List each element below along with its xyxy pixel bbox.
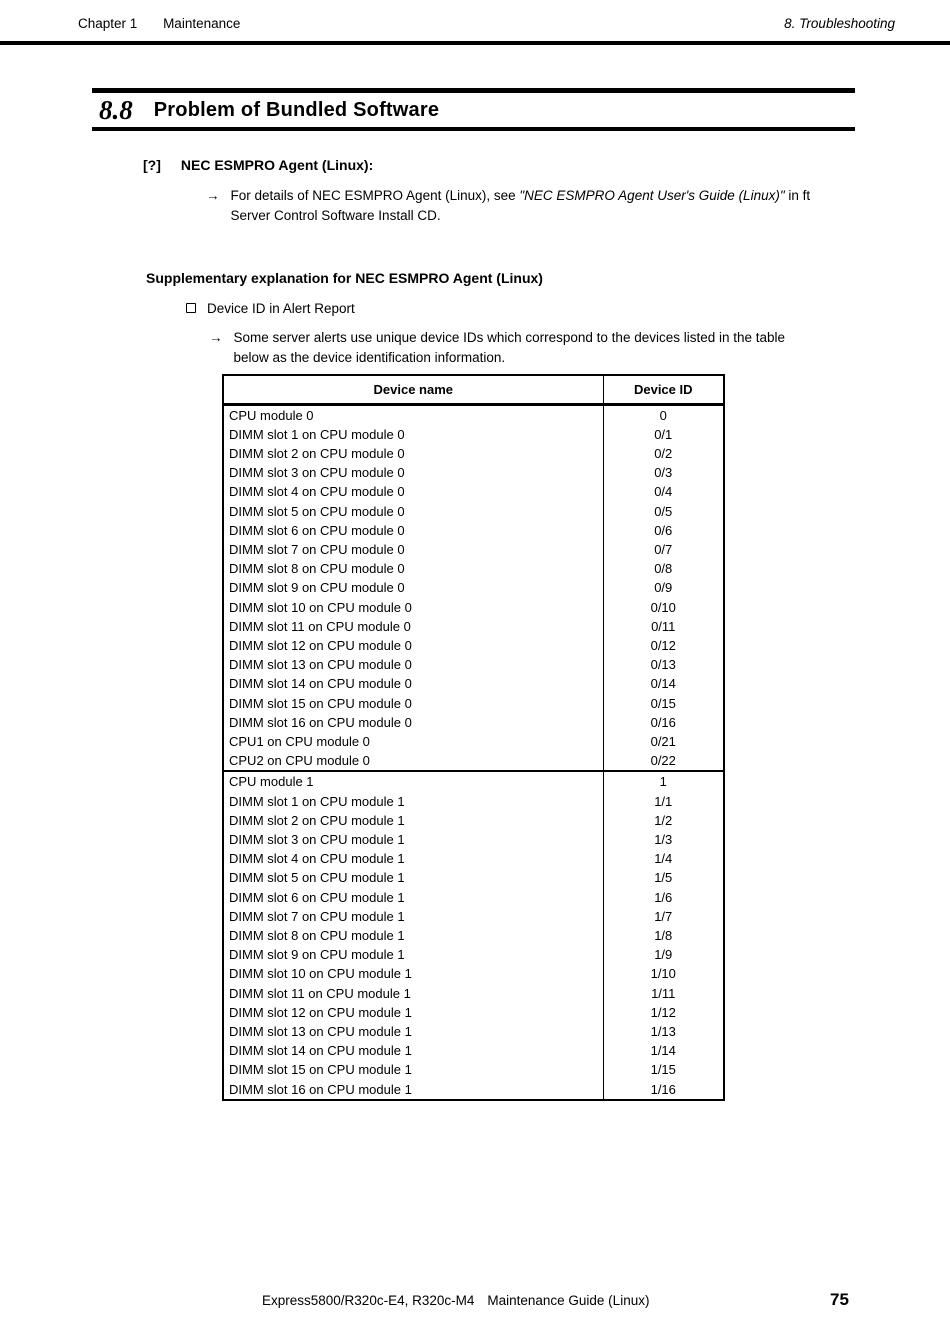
note-line-1: Some server alerts use unique device IDs which correspond to the devices listed in the table	[233, 330, 786, 345]
table-row	[223, 964, 724, 983]
answer-line-2: Server Control Software Install CD.	[230, 207, 441, 223]
device-name-cell: CPU module 0	[223, 404, 603, 425]
table-row	[223, 404, 724, 425]
device-id-cell: 1/6	[654, 889, 673, 905]
device-id-cell: 0/7	[654, 541, 673, 557]
device-id-cell: 1/10	[650, 966, 676, 982]
table-row	[223, 868, 724, 887]
device-name-cell: DIMM slot 1 on CPU module 1	[223, 792, 603, 811]
answer-line-1	[231, 186, 811, 206]
device-id-cell: 1/16	[650, 1081, 676, 1097]
table-row	[223, 598, 724, 617]
device-id-cell: 1/4	[654, 851, 673, 867]
table-row	[223, 830, 724, 849]
table-row	[223, 811, 724, 830]
table-row	[223, 1080, 724, 1100]
device-id-cell: 1/13	[650, 1024, 676, 1039]
device-name-cell: DIMM slot 15 on CPU module 1	[223, 1060, 603, 1079]
device-name-cell: DIMM slot 6 on CPU module 1	[223, 888, 603, 907]
device-id-cell: 1	[659, 774, 667, 790]
device-id-cell: 0/3	[654, 465, 673, 481]
answer-post: in ft	[784, 188, 811, 203]
device-name-cell: DIMM slot 16 on CPU module 1	[223, 1080, 603, 1100]
device-id-cell: 1/2	[654, 812, 673, 828]
header-right: 8. Troubleshooting	[784, 16, 895, 31]
device-name-cell: DIMM slot 13 on CPU module 0	[223, 655, 603, 674]
device-id-cell: 1/11	[651, 985, 676, 1001]
table-row	[223, 655, 724, 674]
device-table-group-0	[223, 404, 724, 771]
device-name-cell: DIMM slot 7 on CPU module 1	[223, 907, 603, 926]
table-row	[223, 771, 724, 791]
device-id-cell: 0/12	[650, 637, 676, 653]
device-id-cell: 0	[659, 407, 667, 423]
device-name-cell: DIMM slot 3 on CPU module 0	[223, 463, 603, 482]
device-name-cell: DIMM slot 12 on CPU module 0	[223, 636, 603, 655]
device-name-cell: DIMM slot 4 on CPU module 1	[223, 849, 603, 868]
page-number: 75	[830, 1290, 849, 1309]
qa-answer	[206, 186, 810, 225]
table-row	[223, 559, 724, 578]
device-id-cell: 1/7	[654, 908, 673, 924]
table-row	[223, 463, 724, 482]
device-name-cell: DIMM slot 14 on CPU module 1	[223, 1041, 603, 1060]
device-name-cell: DIMM slot 2 on CPU module 1	[223, 811, 603, 830]
device-name-cell: DIMM slot 9 on CPU module 0	[223, 578, 603, 597]
device-id-cell: 0/8	[654, 561, 673, 577]
arrow-icon: →	[209, 330, 223, 345]
device-name-cell: DIMM slot 13 on CPU module 1	[223, 1022, 603, 1041]
device-id-table	[222, 374, 725, 1101]
question-text: NEC ESMPRO Agent (Linux):	[180, 157, 374, 173]
bullet-text: Device ID in Alert Report	[207, 301, 355, 316]
footer-guide-title: Maintenance Guide (Linux)	[487, 1293, 650, 1308]
table-row	[223, 732, 724, 751]
device-id-cell: 0/14	[650, 676, 676, 692]
header-rule	[0, 41, 950, 45]
table-row	[223, 694, 724, 713]
table-row	[223, 907, 724, 926]
table-row	[223, 926, 724, 945]
device-id-cell: 1/9	[654, 947, 673, 963]
device-name-cell: DIMM slot 3 on CPU module 1	[223, 830, 603, 849]
table-row	[223, 751, 724, 771]
answer-pre: For details of NEC ESMPRO Agent (Linux), see	[230, 188, 520, 203]
table-row	[223, 1041, 724, 1060]
device-name-cell: DIMM slot 12 on CPU module 1	[223, 1003, 603, 1022]
device-name-cell: CPU2 on CPU module 0	[223, 751, 603, 771]
device-name-cell: DIMM slot 15 on CPU module 0	[223, 694, 603, 713]
device-name-cell: DIMM slot 10 on CPU module 0	[223, 598, 603, 617]
device-id-cell: 0/2	[654, 445, 673, 461]
question-marker: [?]	[143, 157, 161, 173]
device-id-cell: 0/5	[654, 503, 673, 519]
device-name-cell: DIMM slot 4 on CPU module 0	[223, 482, 603, 501]
header-chapter: Chapter 1	[78, 16, 138, 31]
table-row	[223, 636, 724, 655]
table-row	[223, 945, 724, 964]
table-row	[223, 540, 724, 559]
table-row	[223, 482, 724, 501]
device-id-cell: 0/13	[650, 657, 676, 673]
device-name-cell: DIMM slot 16 on CPU module 0	[223, 713, 603, 732]
device-name-cell: CPU module 1	[223, 771, 603, 791]
device-id-cell: 0/15	[650, 695, 676, 711]
table-header-device-id: Device ID	[603, 375, 724, 404]
device-name-cell: DIMM slot 7 on CPU module 0	[223, 540, 603, 559]
qa-answer-text	[231, 186, 811, 225]
device-name-cell: DIMM slot 8 on CPU module 1	[223, 926, 603, 945]
device-id-cell: 0/21	[650, 733, 676, 749]
supplementary-title: Supplementary explanation for NEC ESMPRO Agent (Linux)	[146, 270, 543, 286]
device-id-cell: 1/8	[654, 927, 673, 943]
table-header-device-name: Device name	[223, 375, 603, 404]
table-row	[223, 578, 724, 597]
section-number: 8.8	[99, 94, 133, 125]
device-id-cell: 1/5	[654, 870, 673, 886]
device-id-cell: 0/11	[651, 618, 676, 634]
device-name-cell: DIMM slot 11 on CPU module 0	[223, 617, 603, 636]
table-row	[223, 521, 724, 540]
heading-bottom-bar	[92, 127, 855, 131]
table-row	[223, 713, 724, 732]
table-row	[223, 425, 724, 444]
note-line-2: below as the device identification information.	[233, 349, 506, 365]
device-id-cell: 0/6	[654, 522, 673, 538]
device-name-cell: DIMM slot 14 on CPU module 0	[223, 674, 603, 693]
table-row	[223, 617, 724, 636]
table-row	[223, 792, 724, 811]
table-row	[223, 984, 724, 1003]
device-id-cell: 1/14	[650, 1043, 676, 1059]
arrow-icon: →	[206, 188, 220, 203]
table-row	[223, 1022, 724, 1041]
device-id-cell: 0/1	[654, 426, 673, 442]
device-id-cell: 1/1	[654, 793, 673, 809]
device-name-cell: CPU1 on CPU module 0	[223, 732, 603, 751]
device-id-cell: 1/15	[650, 1062, 676, 1078]
section-title: Problem of Bundled Software	[153, 99, 440, 121]
device-name-cell: DIMM slot 5 on CPU module 0	[223, 502, 603, 521]
device-id-cell: 0/22	[650, 753, 676, 769]
table-row	[223, 849, 724, 868]
footer-model: Express5800/R320c-E4, R320c-M4	[262, 1293, 475, 1308]
qa-question-line	[143, 157, 373, 173]
table-row	[223, 1003, 724, 1022]
device-name-cell: DIMM slot 1 on CPU module 0	[223, 425, 603, 444]
table-row	[223, 888, 724, 907]
device-name-cell: DIMM slot 2 on CPU module 0	[223, 444, 603, 463]
bullet-item	[186, 301, 355, 316]
device-name-cell: DIMM slot 10 on CPU module 1	[223, 964, 603, 983]
device-id-cell: 0/10	[650, 599, 676, 615]
header-left	[78, 16, 240, 31]
device-name-cell: DIMM slot 6 on CPU module 0	[223, 521, 603, 540]
table-row	[223, 674, 724, 693]
device-name-cell: DIMM slot 11 on CPU module 1	[223, 984, 603, 1003]
table-row	[223, 1060, 724, 1079]
device-id-cell: 1/12	[650, 1004, 676, 1020]
device-id-cell: 0/16	[650, 714, 676, 730]
note-text	[234, 328, 786, 367]
device-id-cell: 0/9	[654, 580, 673, 596]
running-header	[78, 16, 895, 31]
device-table-group-1	[223, 771, 724, 1099]
table-header-row	[223, 375, 724, 404]
device-name-cell: DIMM slot 9 on CPU module 1	[223, 945, 603, 964]
header-section: Maintenance	[163, 16, 241, 31]
table-row	[223, 502, 724, 521]
device-id-cell: 0/4	[654, 484, 673, 500]
footer	[262, 1293, 649, 1308]
checkbox-bullet-icon	[186, 303, 196, 313]
table-row	[223, 444, 724, 463]
note-paragraph	[209, 328, 785, 367]
device-name-cell: DIMM slot 5 on CPU module 1	[223, 868, 603, 887]
device-table-head	[223, 375, 724, 404]
answer-guide-reference: "NEC ESMPRO Agent User's Guide (Linux)"	[519, 188, 785, 203]
device-id-cell: 1/3	[654, 831, 673, 847]
section-heading	[92, 88, 855, 131]
device-name-cell: DIMM slot 8 on CPU module 0	[223, 559, 603, 578]
heading-row	[92, 93, 855, 127]
